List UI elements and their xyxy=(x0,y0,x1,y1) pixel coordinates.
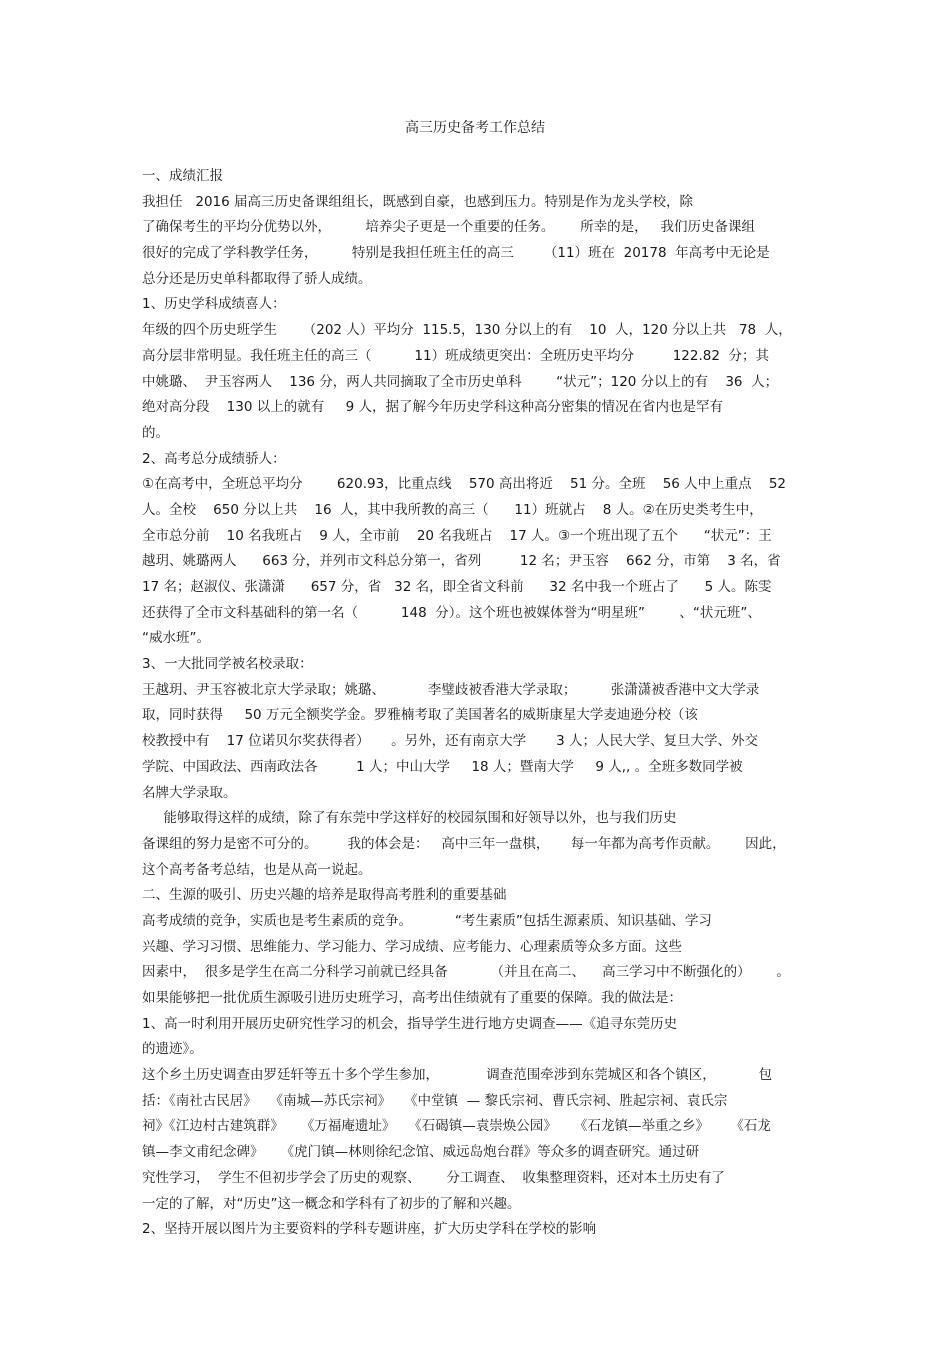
text-line: 绝对高分段 130 以上的就有 9 人，据了解今年历史学科这种高分密集的情况在省内也是罕有 xyxy=(142,399,724,416)
document-body xyxy=(142,164,822,1243)
text-line: 还获得了全市文科基础科的第一名（ 148 分）。这个班也被媒体誉为“明星班” 、“状元班”、 xyxy=(142,604,761,621)
text-line: 名牌大学录取。 xyxy=(142,784,237,801)
text-line: 能够取得这样的成绩，除了有东莞中学这样好的校园氛围和好领导以外，也与我们历史 xyxy=(142,810,677,827)
text-line: 了确保考生的平均分优势以外， 培养尖子更是一个重要的任务。 所幸的是， 我们历史备课组 xyxy=(142,219,755,236)
text-line: 一、成绩汇报 xyxy=(142,168,223,184)
text-line: 的遗迹》。 xyxy=(142,1041,203,1058)
text-line: 二、生源的吸引、历史兴趣的培养是取得高考胜利的重要基础 xyxy=(142,887,507,904)
text-line: 高考成绩的竞争，实质也是考生素质的竞争。 “考生素质”包括生源素质、知识基础、学习 xyxy=(142,912,712,929)
text-line: 人。全校 650 分以上共 16 人，其中我所教的高三（ 11）班就占 8 人。②在历史类考生中， xyxy=(142,501,763,518)
text-line: “威水班”。 xyxy=(142,630,210,647)
text-line: 取，同时获得 50 万元全额奖学金。罗雅楠考取了美国著名的威斯康星大学麦迪逊分校（该 xyxy=(142,707,698,724)
text-line: 很好的完成了学科教学任务， 特别是我担任班主任的高三 （11）班在 20178 年高考中无论是 xyxy=(142,245,770,262)
text-line: 镇—李文甫纪念碑》 《虎门镇—林则徐纪念馆、威远岛炮台群》等众多的调查研究。通过研 xyxy=(142,1144,700,1161)
text-line: 2、坚持开展以图片为主要资料的学科专题讲座，扩大历史学科在学校的影响 xyxy=(142,1221,597,1238)
text-line: 备课组的努力是密不可分的。 我的体会是： 高中三年一盘棋， 每一年都为高考作贡献。 因此， xyxy=(142,835,786,852)
text-line: 兴趣、学习习惯、思维能力、学习能力、学习成绩、应考能力、心理素质等众多方面。这些 xyxy=(142,938,682,955)
text-line: 17 名；赵淑仪、张潇潇 657 分，省 32 名，即全省文科前 32 名中我一个班占了 5 人。陈雯 xyxy=(142,579,772,595)
text-line: 因素中， 很多是学生在高二分科学习前就已经具备 （并且在高二、 高三学习中不断强化的） 。 xyxy=(142,964,790,981)
text-line: 如果能够把一批优质生源吸引进历史班学习，高考出佳绩就有了重要的保障。我的做法是： xyxy=(142,990,682,1006)
text-line: 祠》《江边村古建筑群》 《万福庵遗址》 《石碣镇—袁崇焕公园》 《石龙镇—举重之乡》 《石龙 xyxy=(142,1118,771,1135)
text-line: 这个高考备考总结，也是从高一说起。 xyxy=(142,861,372,878)
text-line: 括：《南社古民居》 《南城—苏氏宗祠》 《中堂镇 — 黎氏宗祠、曹氏宗祠、胜起宗祠、袁氏宗 xyxy=(142,1092,728,1109)
text-line: 的。 xyxy=(142,424,169,441)
text-line: 这个乡土历史调查由罗廷轩等五十多个学生参加， 调查范围牵涉到东莞城区和各个镇区， 包 xyxy=(142,1067,773,1084)
text-line: 全市总分前 10 名我班占 9 人，全市前 20 名我班占 17 人。③一个班出现了五个 “状元”：王 xyxy=(142,527,772,544)
text-line: 中姚璐、 尹玉容两人 136 分，两人共同摘取了全市历史单科 “状元”；120 分以上的有 36 人； xyxy=(142,373,779,390)
text-line: 总分还是历史单科都取得了骄人成绩。 xyxy=(142,270,372,287)
document-title: 高三历史备考工作总结 xyxy=(405,120,545,136)
text-line: 高分层非常明显。我任班主任的高三（ 11）班成绩更突出：全班历史平均分 122.82 分；其 xyxy=(142,347,770,364)
text-line: 学院、中国政法、西南政法各 1 人；中山大学 18 人；暨南大学 9 人,, 。全班多数同学被 xyxy=(142,758,743,775)
text-line: 我担任 2016 届高三历史备课组组长，既感到自豪，也感到压力。特别是作为龙头学校，除 xyxy=(142,193,694,210)
text-line: 3、一大批同学被名校录取： xyxy=(142,656,313,673)
text-line: 1、高一时利用开展历史研究性学习的机会，指导学生进行地方史调查——《追寻东莞历史 xyxy=(142,1015,678,1032)
text-line: 究性学习， 学生不但初步学会了历史的观察、 分工调查、 收集整理资料，还对本土历史有了 xyxy=(142,1169,725,1186)
text-line: 2、高考总分成绩骄人： xyxy=(142,450,286,467)
text-line: 一定的了解，对“历史”这一概念和学科有了初步的了解和兴趣。 xyxy=(142,1195,521,1212)
text-line: 越玥、姚璐两人 663 分，并列市文科总分第一，省列 12 名；尹玉容 662 分，市第 3 名，省 xyxy=(142,553,781,570)
text-line: 1、历史学科成绩喜人： xyxy=(142,296,286,313)
text-line: ①在高考中，全班总平均分 620.93，比重点线 570 高出将近 51 分。全班 56 人中上重点 52 xyxy=(142,476,787,493)
text-line: 校教授中有 17 位诺贝尔奖获得者） 。另外，还有南京大学 3 人；人民大学、复旦大学、外交 xyxy=(142,733,759,750)
text-line: 王越玥、尹玉容被北京大学录取；姚璐、 李璧歧被香港大学录取； 张潇潇被香港中文大学录 xyxy=(142,681,760,698)
text-line: 年级的四个历史班学生 （202 人）平均分 115.5，130 分以上的有 10 人，120 分以上共 78 人， xyxy=(142,322,792,339)
